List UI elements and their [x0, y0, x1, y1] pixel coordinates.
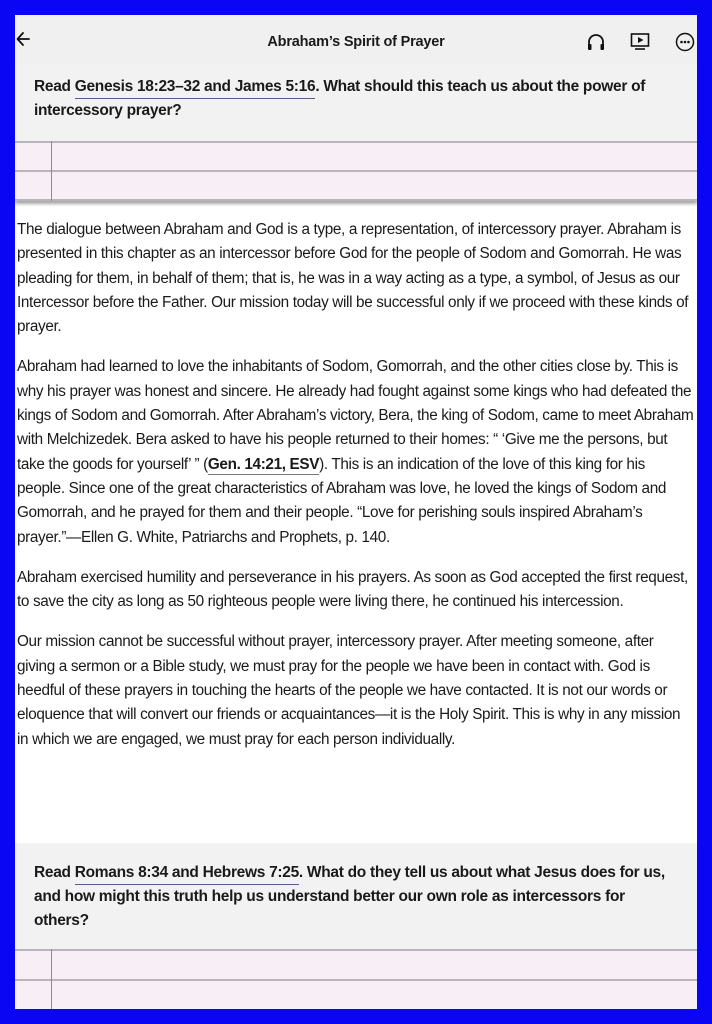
more-options-button[interactable] — [674, 31, 696, 53]
answer-notes-1[interactable] — [15, 141, 697, 201]
back-arrow-icon — [15, 27, 35, 51]
scripture-link-1[interactable]: Genesis 18:23–32 and James 5:16 — [75, 78, 316, 95]
question-text-2: Read Romans 8:34 and Hebrews 7:25 . What do they tell us about what Jesus does for us, and how might this truth help us understand better our own role as intercessors for others? — [34, 864, 665, 929]
lesson-body — [17, 218, 695, 768]
paragraph-1: The dialogue between Abraham and God is a type, a representation, of intercessory prayer. Abraham is presented in this chapter as an intercessor before God for the people of Sodom and Gomorrah. He was pleading for them, in behalf of them; that is, he was in a way acting as a type, a symbol, of Jesus as our Intercessor before the Father. Our mission today will be successful only if we proceed with these kinds of prayer. — [17, 221, 689, 336]
note-margin-line — [51, 141, 52, 201]
headphones-icon — [585, 31, 607, 53]
paragraph-2: Abraham had learned to love the inhabitants of Sodom, Gomorrah, and the other cities close by. This is why his prayer was honest and sincere. He already had fought against some kings who had defeated the kings of Sodom and Gomorrah. After Abraham’s victory, Bera, the king of Sodom, came to meet Abraham with Melchizedek. Bera asked to have his people returned to their homes: “ ‘Give me the persons, but take the goods for yourself’ ” (Gen. 14:21, ESV). This is an indication of the love of this king for his people. Since one of the great characteristics of Abraham was love, he loved the kings of Sodom and Gomorrah, and he prayed for them and their people. “Love for perishing souls inspired Abraham’s prayer.”—Ellen G. White, Patriarchs and Prophets, p. 140. — [17, 358, 694, 546]
scripture-link-underline — [75, 884, 299, 885]
scripture-link-gen[interactable]: Gen. 14:21, ESV — [207, 455, 320, 473]
paragraph-3: Abraham exercised humility and perseverance in his prayers. As soon as God accepted the first request, to save the city as long as 50 righteous people were living there, he continued his intercession. — [17, 568, 688, 611]
scripture-link-underline — [75, 98, 316, 99]
paragraph-4: Our mission cannot be successful without prayer, intercessory prayer. After meeting someone, after giving a sermon or a Bible study, we must pray for the people we have been in contact with. God is heedful of these prayers in touching the hearts of the people we have contacted. It is not our words or eloquence that will convert our friends or acquaintances—it is the Holy Spirit. This is why in any mission in which we are engaged, we must pray for each person individually. — [17, 633, 681, 748]
audio-button[interactable] — [585, 31, 607, 53]
reader-screen — [15, 15, 697, 1009]
page-title: Abraham’s Spirit of Prayer — [267, 34, 445, 50]
question-text-1: Read Genesis 18:23–32 and James 5:16 . What should this teach us about the power of intercessory prayer? — [34, 78, 646, 119]
video-button[interactable] — [629, 31, 651, 53]
note-rule — [15, 949, 697, 951]
note-rule — [15, 199, 697, 201]
back-button[interactable] — [15, 27, 35, 51]
top-bar — [15, 15, 697, 63]
note-rule — [15, 170, 697, 172]
scripture-link-2[interactable]: Romans 8:34 and Hebrews 7:25 — [75, 864, 299, 881]
note-margin-line — [51, 949, 52, 1009]
question-box-2 — [15, 843, 697, 949]
question-box-1 — [15, 63, 697, 141]
note-rule — [15, 979, 697, 981]
video-play-icon — [629, 31, 651, 53]
note-rule — [15, 141, 697, 143]
answer-notes-2[interactable] — [15, 949, 697, 1009]
more-options-icon — [674, 31, 696, 53]
